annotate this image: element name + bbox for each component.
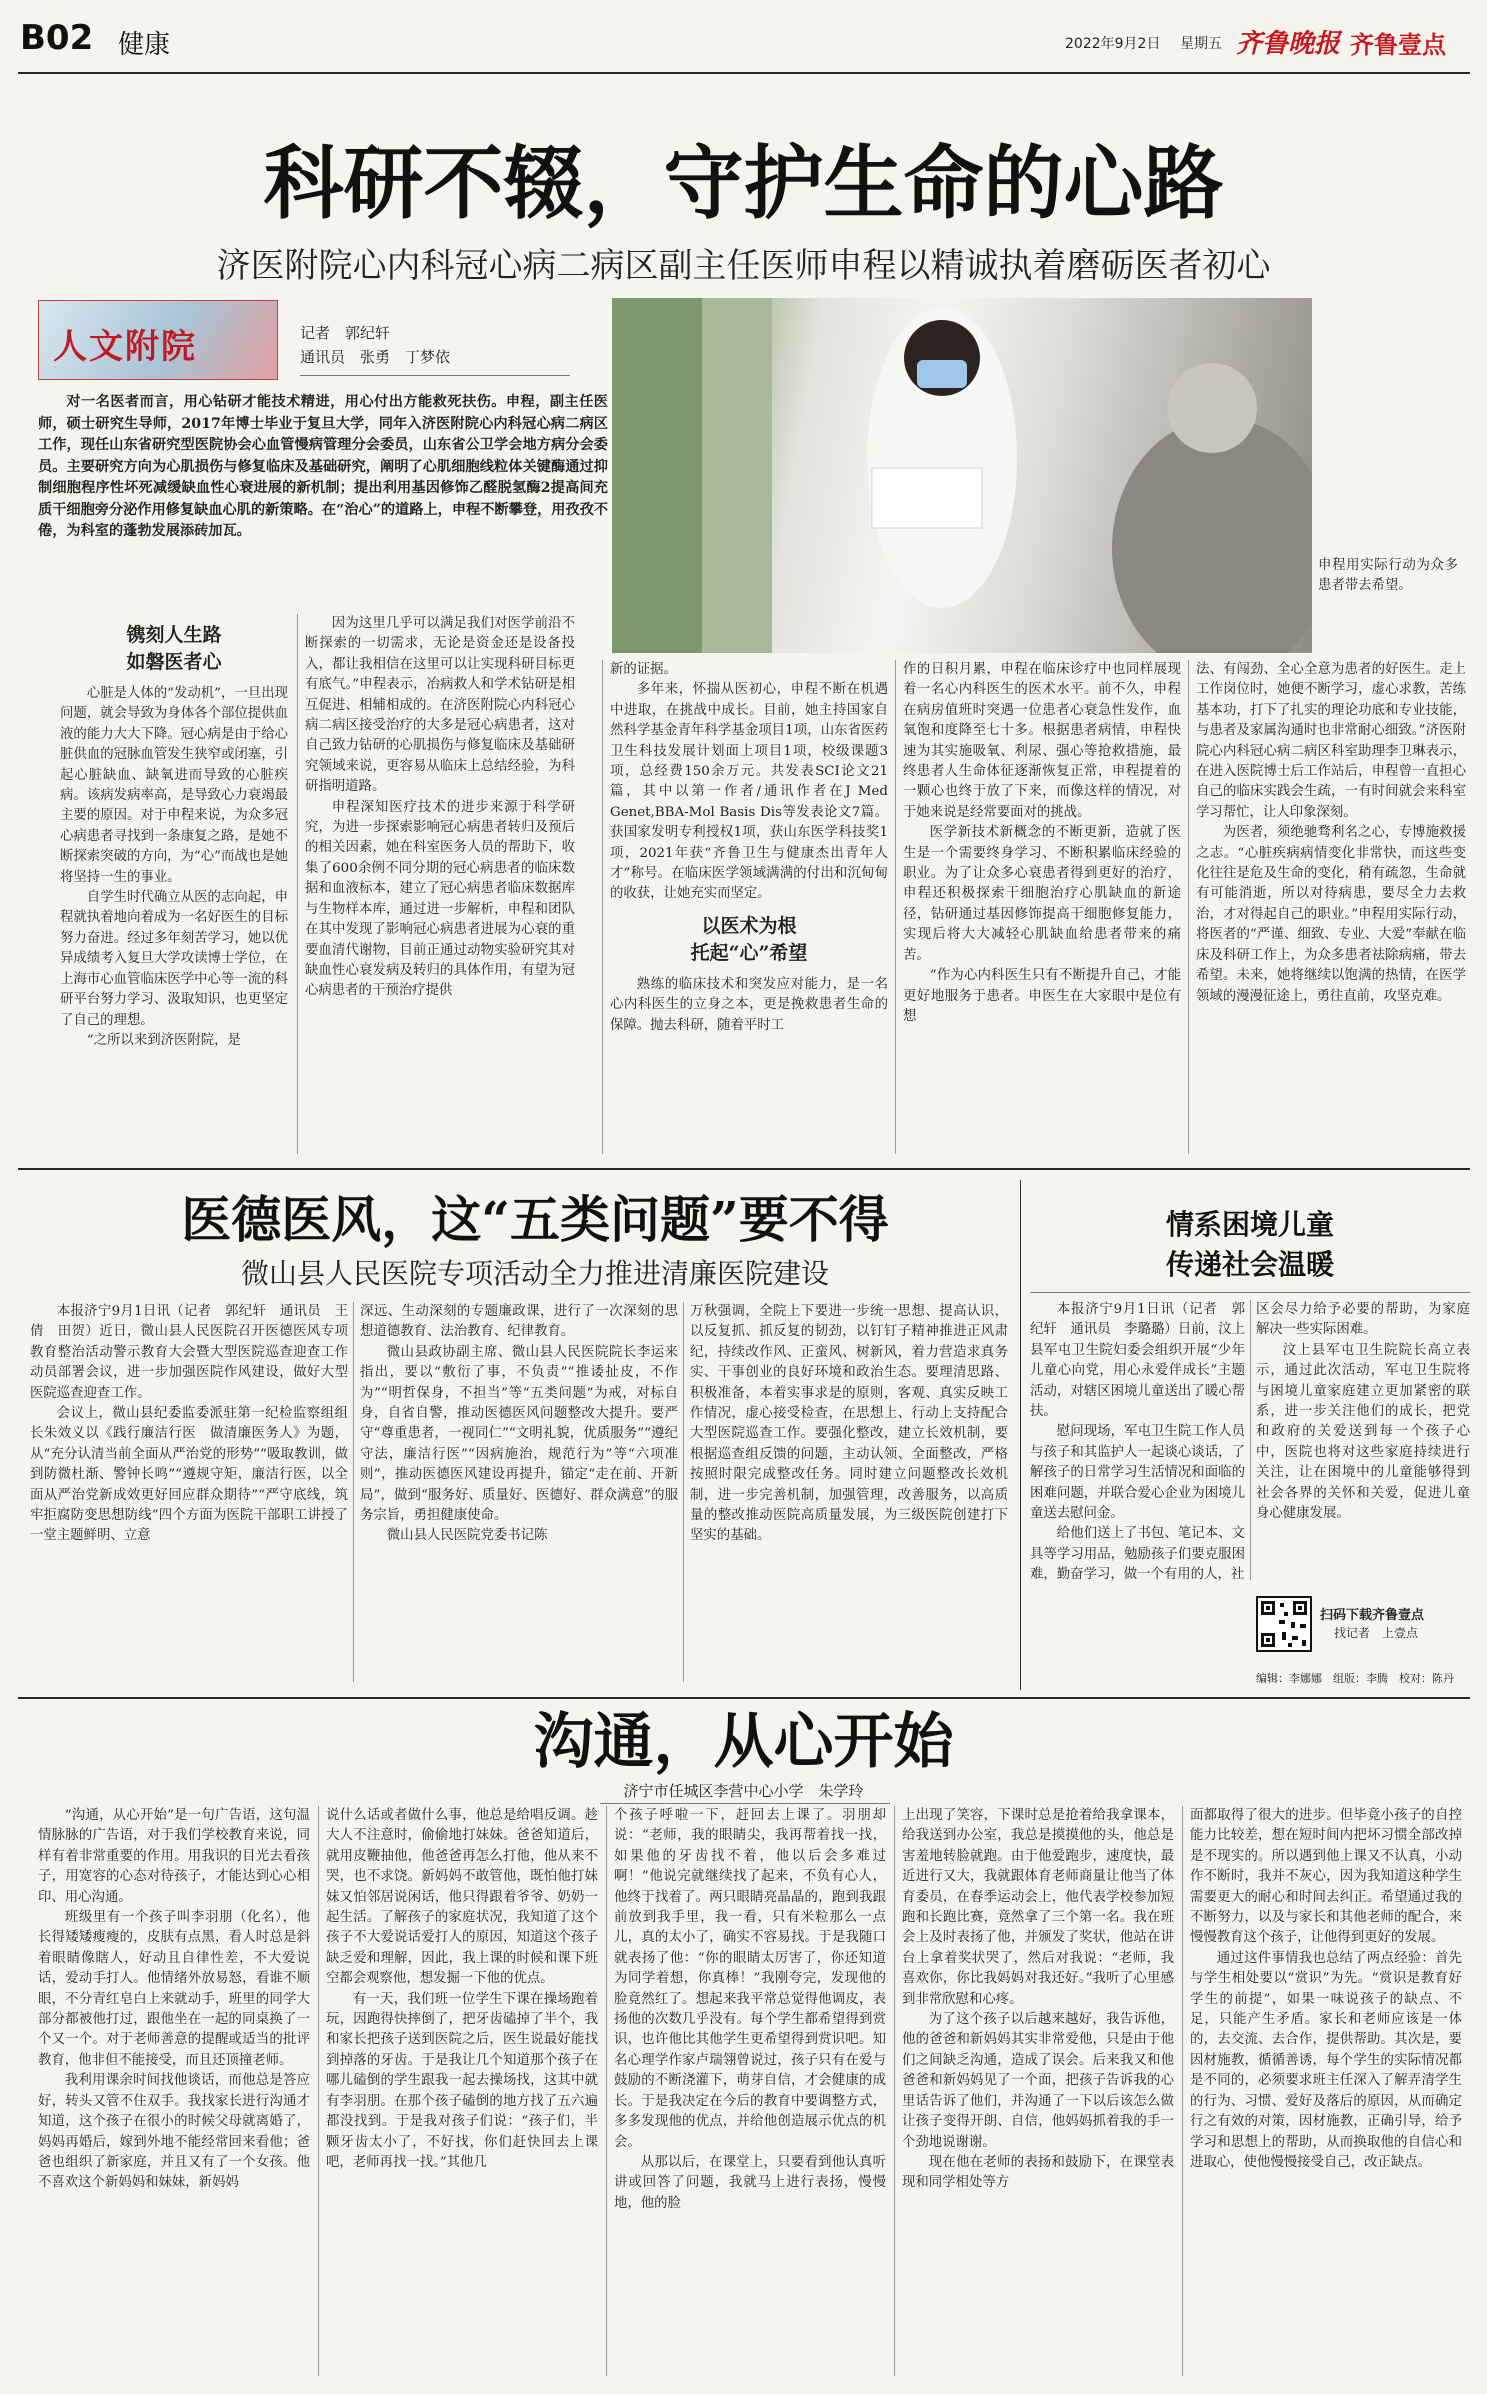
col-paragraph: 微山县人民医院党委书记陈 [386,1528,548,1544]
column-rule [606,1806,607,2376]
col-paragraph: 深远、生动深刻的专题廉政课，进行了一次深刻的思想道德教育、法治教育、纪律教育。 [360,1304,678,1340]
section-rule [18,1168,1470,1170]
masthead-rule [18,72,1470,74]
col-paragraph: 上出现了笑容，下课时总是抢着给我拿课本，给我送到办公室，我总是摸摸他的头，他总是害羞地转脸就跑。由于他爱跑步，速度快，最近进行又大，我就跟体育老师商量让他当了体育委员，在春季运动会上，他代表学校参加短跑和长跑比赛，竟然拿了三个第一名。我在班会上及时表扬了他，并颁发了奖状，他站在讲台上拿着奖状哭了，然后对我说：“老师，我喜欢你，你比我妈妈对我还好。”我听了心里感到非常欣慰和心疼。 [902,1808,1174,2007]
article2-col1 [30,1302,348,1687]
col-paragraph: 个孩子呼啦一下，赶回去上课了。羽朋却说：“老师，我的眼睛尖，我再帮着找一找，如果他的牙齿找不着，他以后会多难过啊！”他说完就继续找了起来，不负有心人，他终于找着了。两只眼睛亮晶晶的，跑到我跟前放到我手里，我一看，只有米粒那么一点儿，真的太小了，确实不容易找。于是我随口就表扬了他：“你的眼睛太厉害了，你还知道为同学着想，你真棒！”我刚夸完，发现他的脸竟然红了。想起来我平常总觉得他调皮，表扬他的次数几乎没有。每个学生都希望得到赏识，也许他比其他学生更希望得到赏识吧。知名心理学作家卢瑞翎曾说过，孩子只有在爱与鼓励的不断浇灌下，萌芽自信，才会健康的成长。于是我决定在今后的教育中要调整方式，多多发现他的优点，并给他创造展示优点的机会。 [614,1808,886,2150]
col-paragraph: “之所以来到济医附院，是 [86,1032,241,1048]
col-paragraph: 微山县政协副主席、微山县人民医院院长李运来指出，要以“敷衍了事，不负责”“推诿扯皮，不作为”“明哲保身，不担当”等“五类问题”为戒，对标自身，自省自警，推动医德医风问题整改大提升。要严守“尊重患者，一视同仁”“文明礼貌，优质服务”“遵纪守法，廉洁行医”“因病施治，规范行为”等“六项准则”，推动医德医风建设再提升，锚定“走在前、开新局”，做到“服务好、质量好、医德好、群众满意”的服务宗旨，勇担健康使命。 [360,1344,678,1524]
col-paragraph: 自学生时代确立从医的志向起，申程就执着地向着成为一名好医生的目标努力奋进。经过多年刻苦学习，她以优异成绩考入复旦大学攻读博士学位，在上海市心血管临床医学中心等一流的科研平台努力学习、汲取知识，也更坚定了自己的理想。 [60,890,288,1028]
lead-paragraph: 对一名医者而言，用心钻研才能技术精进，用心付出方能救死扶伤。申程，副主任医师，硕士研究生导师，2017年博士毕业于复旦大学，同年入济医附院心内科冠心病二病区工作，现任山东省研究型医院协会心血管慢病管理分会委员，山东省公卫学会地方病分会委员。主要研究方向为心肌损伤与修复临床及基础研究，阐明了心肌细胞线粒体关键酶通过抑制细胞程序性坏死减缓缺血性心衰进展的新机制；提出利用基因修饰乙醛脱氢酶2提高间充质干细胞旁分泌作用修复缺血心肌的新策略。在“治心”的道路上，申程不断攀登，用孜孜不倦，为科室的蓬勃发展添砖加瓦。 [38,394,608,539]
issue-date: 2022年9月2日 [1065,36,1161,52]
article1-lead [38,392,608,597]
col-paragraph: 医学新技术新概念的不断更新，造就了医生是一个需要终身学习、不断积累临床经验的职业。为了让众多心衰患者得到更好的治疗，申程还积极探索干细胞治疗心肌缺血的新途径，钻研通过基因修饰提高干细胞修复能力，实现后将大大减轻心肌缺血给患者带来的痛苦。 [903,825,1181,963]
brand-logo: 齐鲁壹点 [1350,31,1446,59]
column-rule [353,1302,354,1682]
column-rule [602,660,603,1154]
byline-rule [600,1803,890,1804]
article2-col3 [690,1302,1008,1687]
column-rule [1182,1806,1183,2376]
col-paragraph: 法、有闯劲、全心全意为患者的好医生。走上工作岗位时，她便不断学习，虚心求教，苦练基本功，打下了扎实的理论功底和专业技能，与患者及家属沟通时也非常耐心细致。”济医附院心内科冠心病二病区科室助理李卫琳表示，在进入医院博士后工作站后，申程曾一直担心自己的临床实践会生疏，一有时间就会来科室学习帮忙，让人印象深刻。 [1196,662,1466,820]
article2-title: 医德医风，这“五类问题”要不得 [181,1190,889,1249]
col-paragraph: 申程深知医疗技术的进步来源于科学研究，为进一步探索影响冠心病患者转归及预后的相关因素，她在科室医务人员的帮助下，收集了600余例不同分期的冠心病患者的临床数据和血液标本，建立了冠心病患者临床数据库与生物样本库，通过进一步解析，申程和团队在其中发现了影响冠心病患者进展为心衰的重要血清代谢物，目前正通过动物实验研究其对缺血性心衰发病及转归的具体作用，有望为冠心病患者的干预治疗提供 [305,799,575,999]
article4-col4 [902,1806,1174,2381]
col-paragraph: 本报济宁9月1日讯（记者 郭纪轩 通讯员 李璐璐）日前，汶上县军屯卫生院妇委会组织开展“少年儿童心向党，用心永爱伴成长”主题活动，对辖区困境儿童送出了暖心帮扶。 [1030,1302,1245,1420]
column-badge [38,300,278,380]
article2-col2 [360,1302,678,1687]
article1-subtitle: 济医附院心内科冠心病二病区副主任医师申程以精诚执着磨砺医者初心 [216,246,1271,286]
article4-byline: 济宁市任城区李营中心小学 朱学玲 [623,1782,864,1800]
article4-col1 [38,1806,310,2381]
col-paragraph: 我利用课余时间找他谈话，而他总是答应好，转头又管不住双手。我找家长进行沟通才知道，这个孩子在很小的时候父母就离婚了，妈妈再婚后，嫁到外地不能经常回来看他；爸爸也组织了新家庭，并且又有了一个女孩。他不喜欢这个新妈妈和妹妹，新妈妈 [38,2073,310,2191]
col-paragraph: 熟练的临床技术和突发应对能力，是一名心内科医生的立身之本，更是挽救患者生命的保障。抛去科研，随着平时工 [610,976,888,1033]
col-paragraph: 会议上，微山县纪委监委派驻第一纪检监察组组长朱效义以《践行廉洁行医 做清廉医务人》为题，从“充分认清当前全面从严治党的形势”“吸取教训，做到防微杜渐、警钟长鸣”“遵规守矩，廉洁行医，以全面从严治党新成效更好回应群众期待”“严守底线，筑牢拒腐防变思想防线”四个方面为医院干部职工讲授了一堂主题鲜明、立意 [30,1406,348,1544]
column-rule [894,1806,895,2376]
article1-col4 [903,660,1181,1160]
doctor-photo-illustration [612,298,1312,653]
badge-text: 人文附院 [53,327,197,367]
article1-col3 [610,660,888,1160]
col-paragraph: 班级里有一个孩子叫李羽朋（化名），他长得矮矮瘦瘦的，皮肤有点黑，看人时总是斜着眼睛像瞎人，好动且自律性差，不大爱说话，爱动手打人。他情绪外放易怒，看谁不顺眼，不分青红皂白上来就动手，班里的同学大部分都被他打过，跟他坐在一起的同桌换了一个又一个。对于老师善意的提醒或适当的批评教育，他非但不能接受，而且还顶撞老师。 [38,1910,310,2068]
article3-col1 [1030,1300,1245,1695]
section-name: 健康 [118,30,171,60]
article1-col1 [60,614,288,1159]
column-rule [1250,1300,1251,1580]
correspondent-byline: 通讯员 张勇 丁梦依 [300,348,451,366]
article1-col5 [1196,660,1466,1160]
col-paragraph: “沟通，从心开始”是一句广告语，这句温情脉脉的广告语，对于我们学校教育来说，同样有着非常重要的作用。用我识的目光去看孩子，用宽容的心态对待孩子，才能达到心心相印、用心沟通。 [38,1808,310,1905]
qr-label: 扫码下载齐鲁壹点 [1320,1608,1425,1623]
qr-code[interactable] [1256,1596,1312,1652]
col-paragraph: 因为这里几乎可以满足我们对医学前沿不断探索的一切需求，无论是资金还是设备投入，都让我相信在这里可以让实现科研目标更有底气。”申程表示，冶病救人和学术钻研是相互促进、相辅相成的。在济医附院心内科冠心病二病区接受治疗的大多是冠心病患者，这对自己致力钻研的心肌损伤与修复临床及基础研究领域来说，更容易从临床上总结经验，为科研指明道路。 [305,616,575,795]
article4-col2 [326,1806,598,2381]
col-paragraph: 说什么话或者做什么事，他总是给唱反调。趁大人不注意时，偷偷地打妹妹。爸爸知道后，就用皮鞭抽他，他爸爸再怎么打他，他从来不哭，也不求饶。新妈妈不敢管他，既怕他打妹妹又怕邻居说闲话，他只得跟着爷爷、奶奶一起生活。了解孩子的家庭状况，我知道了这个孩子不大爱说话爱打人的原因，知道这个孩子缺乏爱和理解，因此，我上课的时候和课下班空都会观察他，想发掘一下他的优点。 [326,1808,598,1987]
qr-code-icon [1258,1598,1310,1650]
col-paragraph: 汶上县军屯卫生院院长高立表示，通过此次活动，军屯卫生院将与困境儿童家庭建立更加紧密的联系，进一步关注他们的成长，把党和政府的关爱送到每一个孩子心中，医院也将对这些家庭持续进行关注，让在困境中的儿童能够得到社会各界的关怀和关爱，促进儿童身心健康发展。 [1256,1342,1470,1522]
col-paragraph: 区会尽力给予必要的帮助，为家庭解决一些实际困难。 [1256,1302,1470,1338]
subhead-2: 以医术为根 托起“心”希望 [690,914,808,964]
article1-title: 科研不辍，守护生命的心路 [263,136,1224,230]
issue-weekday: 星期五 [1180,36,1222,52]
editor-credits: 编辑：李娜娜 组版：李腾 校对：陈丹 [1256,1672,1454,1685]
column-rule [1020,1180,1021,1690]
qr-sublabel: 找记者 上壹点 [1334,1626,1419,1640]
article1-col2 [305,614,575,1159]
article2-subtitle: 微山县人民医院专项活动全力推进清廉医院建设 [240,1257,829,1290]
col-paragraph: 从那以后，在课堂上，只要看到他认真听讲或回答了问题，我就马上进行表扬，慢慢地，他的脸 [614,2154,886,2211]
col-paragraph: 多年来，怀揣从医初心，申程不断在机遇中进取，在挑战中成长。目前，她主持国家自然科学基金青年科学基金项目1项，山东省医药卫生科技发展计划面上项目1项，校级课题3项，总经费150余万元。共发表SCI论文21篇，其中以第一作者/通讯作者在J Med Genet,BBA-Mol Basis Dis等发表论文7篇。获国家发明专利授权1项，获山东医学科技奖1项，2021年获“齐鲁卫生与健康杰出青年人才”称号。在临床医学领域满满的付出和沉甸甸的收获，让她充实而坚定。 [610,682,888,902]
doctor-photo [612,298,1312,653]
col-paragraph: 本报济宁9月1日讯（记者 郭纪轩 通讯员 王倩 田贺）近日，微山县人民医院召开医德医风专项教育整治活动警示教育大会暨大型医院巡查迎查工作动员部署会议，进一步加强医院作风建设，做好大型医院巡查迎查工作。 [30,1304,348,1401]
photo-caption-text: 申程用实际行动为众多患者带去希望。 [1318,558,1458,593]
article4-col3 [614,1806,886,2381]
col-paragraph: 新的证据。 [610,662,677,677]
column-rule [683,1302,684,1682]
col-paragraph: 万秋强调，全院上下要进一步统一思想、提高认识，以反复抓、抓反复的韧劲，以钉钉子精神推进正风肃纪，持续改作风、正蛮风、树新风，着力营造求真务实、干事创业的良好环境和政治生态。要理清思路、积极准备，本着实事求是的原则，客观、真实反映工作情况，虚心接受检查，在思想上、行动上支持配合大型医院巡查工作。要强化整改，建立长效机制，要根据巡查组反馈的问题，主动认领、全面整改，严格按照时限完成整改任务。同时建立问题整改长效机制，进一步完善机制，加强管理，改善服务，以高质量的整改推动医院高质量发展，为三级医院创建打下坚实的基础。 [690,1304,1008,1544]
col-paragraph: 现在他在老师的表扬和鼓励下，在课堂表现和同学相处等方 [902,2154,1174,2191]
newspaper-logo: 齐鲁晚报 [1236,29,1341,59]
column-rule [318,1806,319,2376]
col-paragraph: 为医者，须绝驰骛利名之心，专博施救援之志。“心脏疾病病情变化非常快，而这些变化往往是危及生命的变化，稍有疏忽，生命就有可能消逝，所以对待病患，要尽全力去救治，才对得起自己的职业。”申程用实际行动，将医者的“严谨、细致、专业、大爱”奉献在临床及科研工作上，为众多患者祛除病痛，带去希望。未来，她将继续以饱满的热情，在医学领域的漫漫征途上，勇往直前，攻坚克难。 [1196,825,1466,1004]
page-number: B02 [20,18,94,58]
reporter-byline: 记者 郭纪轩 [300,324,391,342]
article4-col5 [1190,1806,1462,2381]
article4-title: 沟通，从心开始 [533,1707,954,1777]
col-paragraph: 有一天，我们班一位学生下课在操场跑着玩，因跑得快摔倒了，把牙齿磕掉了半个，我和家长把孩子送到医院之后，医生说最好能找到掉落的牙齿。于是我让几个知道那个孩子在哪儿磕倒的学生跟我一起去操场找，这其中就有李羽朋。在那个孩子磕倒的地方找了五六遍都没找到。于是我对孩子们说：“孩子们，半颗牙齿太小了，不好找，你们赶快回去上课吧，老师再找一找。”其他几 [326,1991,598,2170]
col-paragraph: 心脏是人体的“发动机”，一旦出现问题，就会导致为身体各个部位提供血液的能力大大下降。冠心病是由于给心脏供血的冠脉血管发生狭窄或闭塞，引起心脏缺血、缺氧进而导致的心脏疾病。该病发病率高，是导致心力衰竭最主要的原因。对于申程来说，为众多冠心病患者寻找到一条康复之路，是她不断探索突破的方向，为“心”而战也是她将坚持一生的事业。 [60,686,288,885]
col-paragraph: “作为心内科医生只有不断提升自己，才能更好地服务于患者。申医生在大家眼中是位有想 [903,968,1181,1024]
col-paragraph: 慰问现场，军屯卫生院工作人员与孩子和其监护人一起谈心谈话，了解孩子的日常学习生活情况和面临的困难问题，并联合爱心企业为困境儿童送去慰问金。 [1030,1424,1245,1522]
col-paragraph: 为了这个孩子以后越来越好，我告诉他，他的爸爸和新妈妈其实非常爱他，只是由于他们之间缺乏沟通，造成了误会。后来我又和他爸爸和新妈妈见了一个面，把孩子告诉我的心里话告诉了他们，并沟通了一下以后该怎么做让孩子变得开朗、自信，他妈妈抓着我的手一个劲地说谢谢。 [902,2012,1174,2150]
col-paragraph: 通过这件事情我也总结了两点经验：首先与学生相处要以“赏识”为先。“赏识是教育好学生的前提”，如果一味说孩子的缺点、不足，只能产生矛盾。家长和老师应该是一体的，去交流、去合作，提供帮助。其次是，要因材施教，循循善诱，每个学生的实际情况都是不同的，必须要求班主任深入了解弄清学生的行为、习惯、爱好及落后的原因，从而确定行之有效的对策，因材施教，正确引导，给予学习和思想上的帮助，从而换取他的自信心和进取心，使他慢慢接受自己，改正缺点。 [1190,1950,1462,2170]
column-rule [895,660,896,1154]
column-rule [297,614,298,1154]
subhead-1: 镌刻人生路 如磐医者心 [126,624,222,673]
photo-caption [1318,556,1458,636]
col-paragraph: 作的日积月累，申程在临床诊疗中也同样展现着一名心内科医生的医术水平。前不久，申程在病房值班时突遇一位患者心衰急性发作，血氧饱和度降至七十多。根据患者病情，申程快速为其实施吸氧、利尿、强心等抢救措施，最终患者人生命体征逐渐恢复正常，申程提着的一颗心也终于放了下来，而像这样的情况，对于她来说是经常要面对的挑战。 [903,662,1181,820]
article3-col2 [1256,1300,1470,1585]
column-rule [1188,660,1189,1154]
article3-rule [1030,1292,1470,1293]
byline-rule [300,375,570,376]
col-paragraph: 给他们送上了书包、笔记本、文具等学习用品，勉励孩子们要克服困难，勤奋学习，做一个有用的人，社 [1030,1526,1245,1583]
article3-title: 情系困境儿童 传递社会温暖 [1165,1208,1334,1281]
section-rule [18,1697,1470,1699]
col-paragraph: 面都取得了很大的进步。但毕竟小孩子的自控能力比较差，想在短时间内把坏习惯全部改掉是不现实的。所以遇到他上课又不认真，小动作不断时，我并不灰心，因为我知道这种学生需要更大的耐心和时间去纠正。希望通过我的不断努力，以及与家长和其他老师的配合，来慢慢教育这个孩子，让他得到更好的发展。 [1190,1808,1462,1946]
